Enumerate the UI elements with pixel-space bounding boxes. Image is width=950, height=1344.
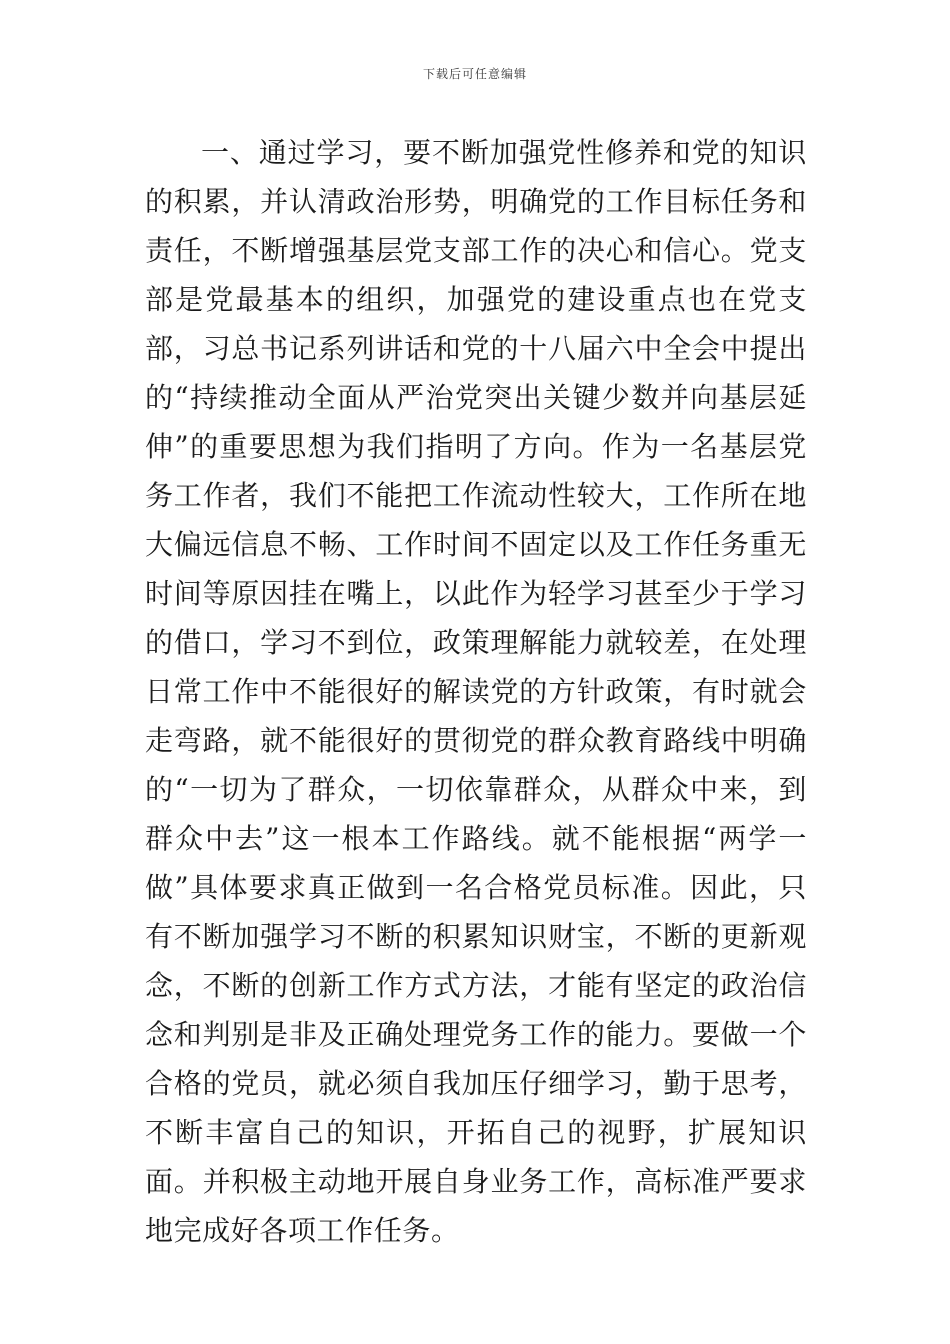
header-note: 下载后可任意编辑 xyxy=(422,67,527,81)
body-paragraph: 一、通过学习，要不断加强党性修养和党的知识的积累，并认清政治形势，明确党的工作目标任务和责任，不断增强基层党支部工作的决心和信心。党支部是党最基本的组织，加强党的建设重点也在党支部，习总书记系列讲话和党的十八届六中全会中提出的“持续推动全面从严治党突出关键少数并向基层延伸”的重要思想为我们指明了方向。作为一名基层党务工作者，我们不能把工作流动性较大，工作所在地大偏远信息不畅、工作时间不固定以及工作任务重无时间等原因挂在嘴上，以此作为轻学习甚至少于学习的借口，学习不到位，政策理解能力就较差，在处理日常工作中不能很好的解读党的方针政策，有时就会走弯路，就不能很好的贯彻党的群众教育路线中明确的“一切为了群众，一切依靠群众，从群众中来，到群众中去”这一根本工作路线。就不能根据“两学一做”具体要求真正做到一名合格党员标准。因此，只有不断加强学习不断的积累知识财宝，不断的更新观念，不断的创新工作方式方法，才能有坚定的政治信念和判别是非及正确处理党务工作的能力。要做一个合格的党员，就必须自我加压仔细学习，勤于思考，不断丰富自己的知识，开拓自己的视野，扩展知识面。并积极主动地开展自身业务工作，高标准严要求地完成好各项工作任务。 xyxy=(145,136,807,1247)
